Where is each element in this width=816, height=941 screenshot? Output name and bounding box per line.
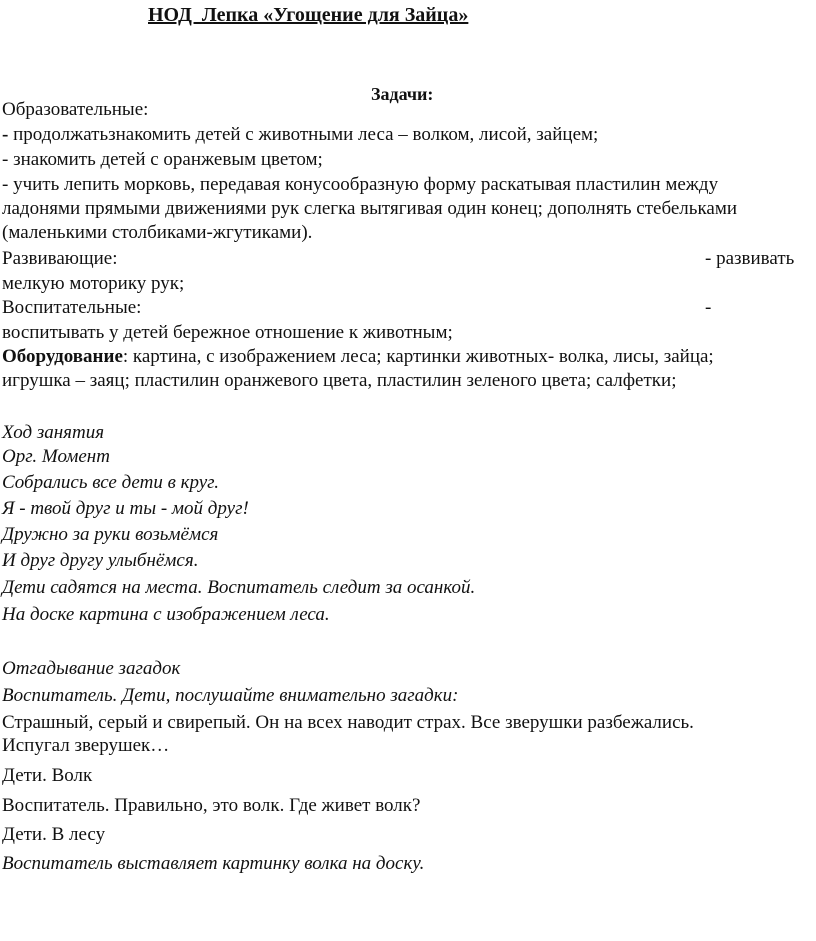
teacher-action: Воспитатель выставляет картинку волка на доску. (2, 853, 425, 874)
document-title: НОД Лепка «Угощение для Зайца» (148, 4, 469, 26)
poem-line-1: Собрались все дети в круг. (2, 472, 220, 493)
developing-right: - развивать (705, 248, 795, 269)
course-line-sit: Дети садятся на места. Воспитатель следит за осанкой. (2, 577, 476, 598)
riddles-intro: Воспитатель. Дети, послушайте внимательно загадки: (2, 685, 459, 706)
equipment-line (2, 345, 714, 369)
upbringing-continuation: воспитывать у детей бережное отношение к животным; (2, 322, 453, 343)
riddle-line-1: Страшный, серый и свирепый. Он на всех наводит страх. Все зверушки разбежались. (2, 712, 694, 733)
item-dash: - (2, 124, 9, 145)
educational-item-3-cont: ладонями прямыми движениями рук слегка вытягивая один конец; дополнять стебельками (2, 198, 738, 219)
course-line-board: На доске картина с изображением леса. (2, 604, 330, 625)
educational-label: Образовательные: (2, 99, 149, 120)
developing-label: Развивающие: (2, 248, 118, 269)
poem-line-2: Я - твой друг и ты - мой друг! (2, 498, 249, 519)
developing-continuation: мелкую моторику рук; (2, 273, 185, 294)
poem-line-4: И друг другу улыбнёмся. (2, 550, 199, 571)
equipment-continuation: игрушка – заяц; пластилин оранжевого цвета, пластилин зеленого цвета; салфетки; (2, 370, 677, 391)
equipment-label: Оборудование (2, 346, 123, 367)
course-heading: Ход занятия (2, 422, 105, 443)
item-text: продолжатьзнакомить детей с животными леса – волком, лисой, зайцем; (8, 124, 599, 145)
answer-2: Дети. В лесу (2, 824, 106, 845)
educational-item-1 (2, 123, 598, 147)
educational-item-3: - учить лепить морковь, передавая конусообразную форму раскатывая пластилин между (2, 174, 719, 195)
educational-item-3-cont2: (маленькими столбиками-жгутиками). (2, 222, 313, 243)
poem-line-3: Дружно за руки возьмёмся (2, 524, 219, 545)
riddle-line-2: Испугал зверушек… (2, 735, 170, 756)
upbringing-label: Воспитательные: (2, 297, 142, 318)
equipment-text: : картина, с изображением леса; картинки животных- волка, лисы, зайца; (122, 346, 714, 367)
answer-1: Дети. Волк (2, 765, 93, 786)
upbringing-right: - (705, 297, 712, 318)
tasks-heading: Задачи: (371, 84, 434, 104)
teacher-line-1: Воспитатель. Правильно, это волк. Где живет волк? (2, 795, 421, 816)
educational-item-2: - знакомить детей с оранжевым цветом; (2, 149, 323, 170)
riddles-heading: Отгадывание загадок (2, 658, 181, 679)
course-line-org: Орг. Момент (2, 446, 110, 467)
